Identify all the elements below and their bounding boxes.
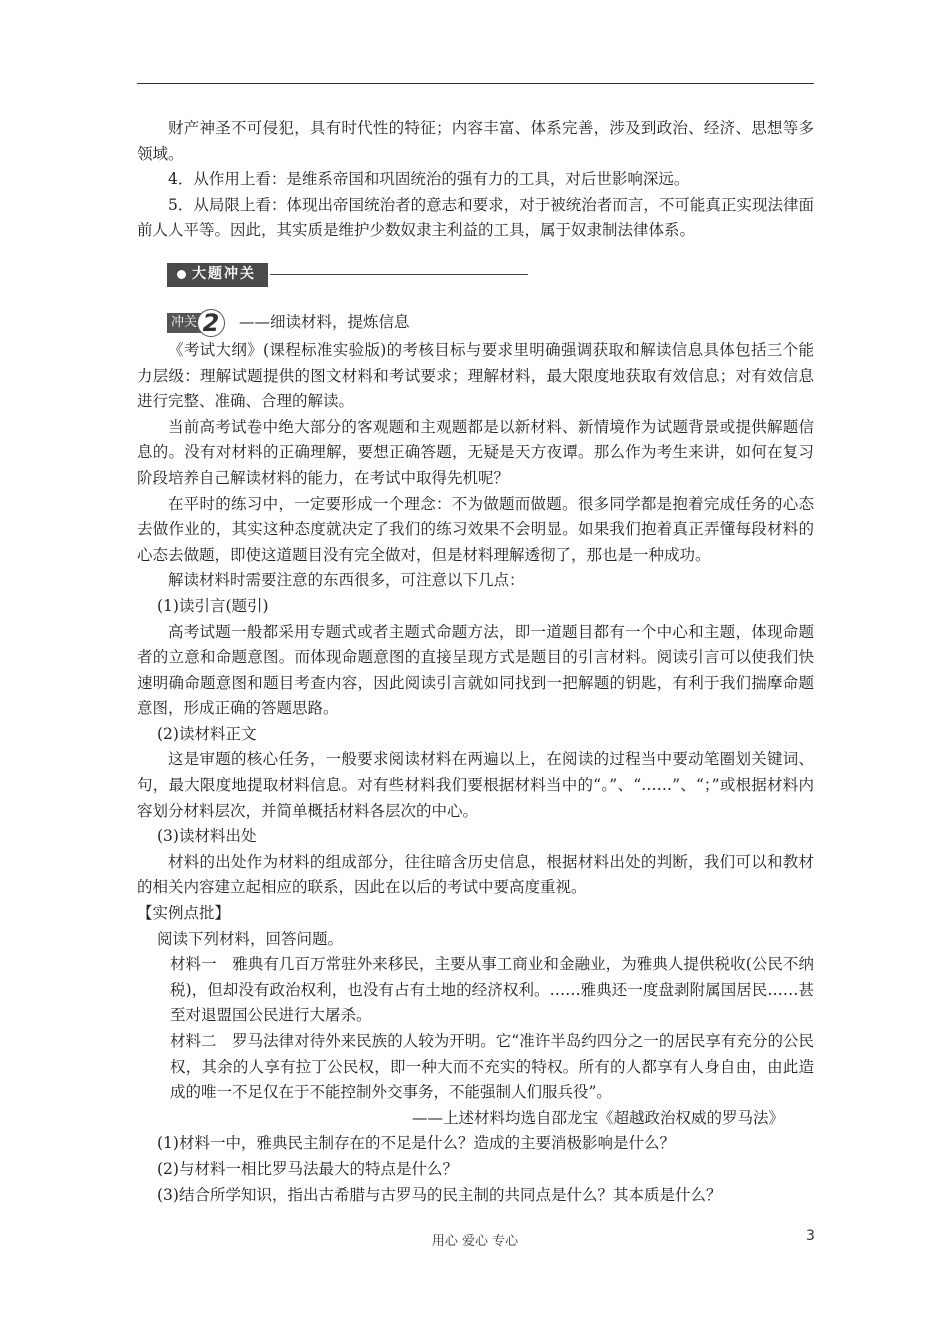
paragraph: 当前高考试卷中绝大部分的客观题和主观题都是以新材料、新情境作为试题背景或提供解题信息的。没有对材料的正确理解，要想正确答题，无疑是天方夜谭。那么作为考生来讲，如何在复习阶段培养自己解读材料的能力，在考试中取得先机呢？ xyxy=(137,417,814,487)
chongguan-header xyxy=(167,308,814,338)
section-title: 大题冲关 xyxy=(192,266,256,283)
section-label-box xyxy=(167,263,268,287)
paragraph: 解读材料时需要注意的东西很多，可注意以下几点： xyxy=(168,571,525,590)
page-number: 3 xyxy=(806,1228,815,1244)
subheading-2: (2)读材料正文 xyxy=(157,724,257,743)
paragraph: 在平时的练习中，一定要形成一个理念：不为做题而做题。很多同学都是抱着完成任务的心态去做作业的，其实这种态度就决定了我们的练习效果不会明显。如果我们抱着真正弄懂每段材料的心态去做题，即使这道题目没有完全做对，但是材料理解透彻了，那也是一种成功。 xyxy=(137,494,814,564)
question-1: (1)材料一中，雅典民主制存在的不足是什么？造成的主要消极影响是什么？ xyxy=(157,1134,675,1153)
continued-paragraph: 财产神圣不可侵犯，具有时代性的特征；内容丰富、体系完善，涉及到政治、经济、思想等多领域。 xyxy=(137,119,814,163)
chongguan-title: ——细读材料，提炼信息 xyxy=(239,313,410,332)
example-instruction: 阅读下列材料，回答问题。 xyxy=(157,929,344,948)
example-heading: 【实例点批】 xyxy=(137,904,231,923)
bullet-dot-icon xyxy=(177,270,186,279)
point-5: 5．从局限上看：体现出帝国统治者的意志和要求，对于被统治者而言，不可能真正实现法律面前人人平等。因此，其实质是维护少数奴隶主利益的工具，属于奴隶制法律体系。 xyxy=(137,195,814,240)
page-body xyxy=(137,116,814,1208)
material-source: ——上述材料均选自邵龙宝《超越政治权威的罗马法》 xyxy=(411,1108,784,1127)
paragraph: 《考试大纲》(课程标准实验版)的考核目标与要求里明确强调获取和解读信息具体包括三个能力层级：理解试题提供的图文材料和考试要求；理解材料，最大限度地获取有效信息；对有效信息进行完整、准确、合理的解读。 xyxy=(137,340,814,411)
header-rule xyxy=(137,83,814,84)
material-2: 材料二 罗马法律对待外来民族的人较为开明。它“准许半岛约四分之一的居民享有充分的公民权，其余的人享有拉丁公民权，即一种大而不充实的特权。所有的人都享有人身自由，由此造成的唯一不足仅在于不能控制外交事务，不能强制人们服兵役”。 xyxy=(170,1032,814,1102)
point-4: 4．从作用上看：是维系帝国和巩固统治的强有力的工具，对后世影响深远。 xyxy=(168,170,690,189)
section-underline xyxy=(270,274,528,275)
subheading-1: (1)读引言(题引) xyxy=(157,596,269,615)
subheading-3: (3)读材料出处 xyxy=(157,827,257,846)
paragraph: 高考试题一般都采用专题式或者主题式命题方法，即一道题目都有一个中心和主题，体现命题者的立意和命题意图。而体现命题意图的直接呈现方式是题目的引言材料。阅读引言可以使我们快速明确命题意图和题目考查内容，因此阅读引言就如同找到一把解题的钥匙，有利于我们揣摩命题意图，形成正确的答题思路。 xyxy=(137,622,814,718)
chongguan-number: 2 xyxy=(197,309,225,337)
question-2: (2)与材料一相比罗马法最大的特点是什么？ xyxy=(157,1159,458,1178)
paragraph: 这是审题的核心任务，一般要求阅读材料在两遍以上，在阅读的过程当中要动笔圈划关键词、句，最大限度地提取材料信息。对有些材料我们要根据材料当中的“。”、“……”、“；”或根据材料内容划分材料层次，并简单概括材料各层次的中心。 xyxy=(137,750,814,820)
footer-motto: 用心 爱心 专心 xyxy=(431,1234,519,1249)
paragraph: 材料的出处作为材料的组成部分，往往暗含历史信息，根据材料出处的判断，我们可以和教材的相关内容建立起相应的联系，因此在以后的考试中要高度重视。 xyxy=(137,852,814,897)
question-3: (3)结合所学知识，指出古希腊与古罗马的民主制的共同点是什么？其本质是什么？ xyxy=(157,1185,722,1204)
section-header xyxy=(167,262,814,288)
chongguan-badge: 冲关 xyxy=(167,313,201,333)
material-1: 材料一 雅典有几百万常驻外来移民，主要从事工商业和金融业，为雅典人提供税收(公民不纳税)，但却没有政治权利，也没有占有土地的经济权利。……雅典还一度盘剥附属国居民……甚至对退盟国公民进行大屠杀。 xyxy=(170,955,814,1025)
